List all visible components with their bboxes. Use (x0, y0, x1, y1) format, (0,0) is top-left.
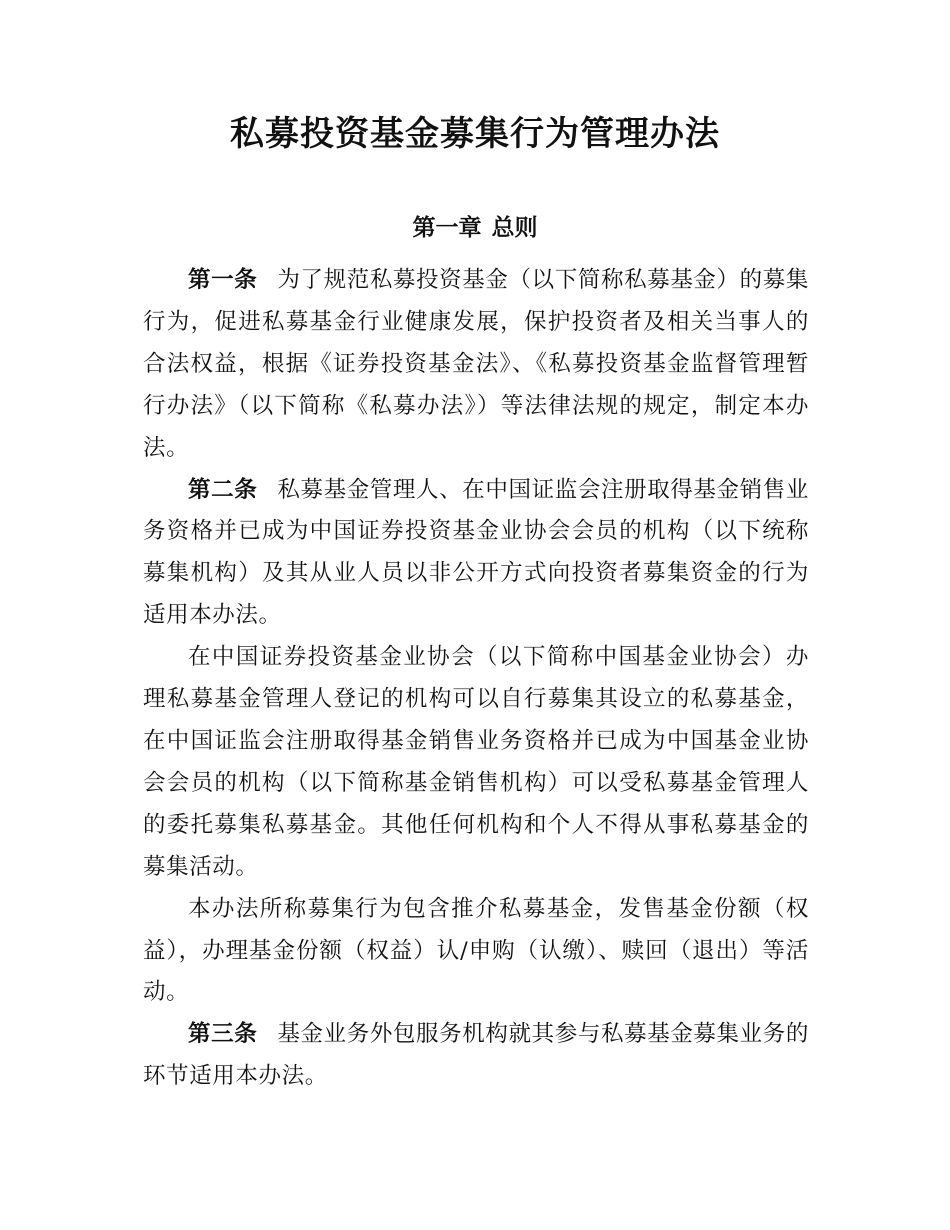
article-text-3: 基金业务外包服务机构就其参与私募基金募集业务的环节适用本办法。 (143, 1021, 809, 1090)
article-paragraph-2 (143, 470, 809, 638)
article-number-3: 第三条 (188, 1021, 258, 1048)
article-text-2: 私募基金管理人、在中国证监会注册取得基金销售业务资格并已成为中国证券投资基金业协会会员的机构（以下统称募集机构）及其从业人员以非公开方式向投资者募集资金的行为适用本办法。 (143, 476, 809, 629)
article-paragraph-3 (143, 1014, 809, 1098)
article-text-1: 为了规范私募投资基金（以下简称私募基金）的募集行为，促进私募基金行业健康发展，保护投资者及相关当事人的合法权益，根据《证券投资基金法》、《私募投资基金监督管理暂行办法》（以下简称《私募办法》）等法律法规的规定，制定本办法。 (143, 267, 809, 461)
article-text-2b: 在中国证券投资基金业协会（以下简称中国基金业协会）办理私募基金管理人登记的机构可以自行募集其设立的私募基金，在中国证监会注册取得基金销售业务资格并已成为中国基金业协会会员的机构（以下简称基金销售机构）可以受私募基金管理人的委托募集私募基金。其他任何机构和个人不得从事私募基金的募集活动。 (143, 644, 809, 880)
chapter-name: 总则 (491, 215, 538, 241)
article-paragraph-2c (143, 889, 809, 1015)
article-number-1: 第一条 (188, 267, 258, 293)
chapter-heading (0, 210, 950, 246)
article-paragraph-1 (143, 260, 809, 470)
article-text-2c: 本办法所称募集行为包含推介私募基金，发售基金份额（权益），办理基金份额（权益）认/申购（认缴）、赎回（退出）等活动。 (143, 895, 809, 1006)
article-number-2: 第二条 (188, 476, 258, 503)
document-body (143, 260, 809, 1098)
article-paragraph-2b (143, 637, 809, 888)
chapter-label: 第一章 (412, 215, 482, 241)
document-title: 私募投资基金募集行为管理办法 (230, 114, 720, 154)
